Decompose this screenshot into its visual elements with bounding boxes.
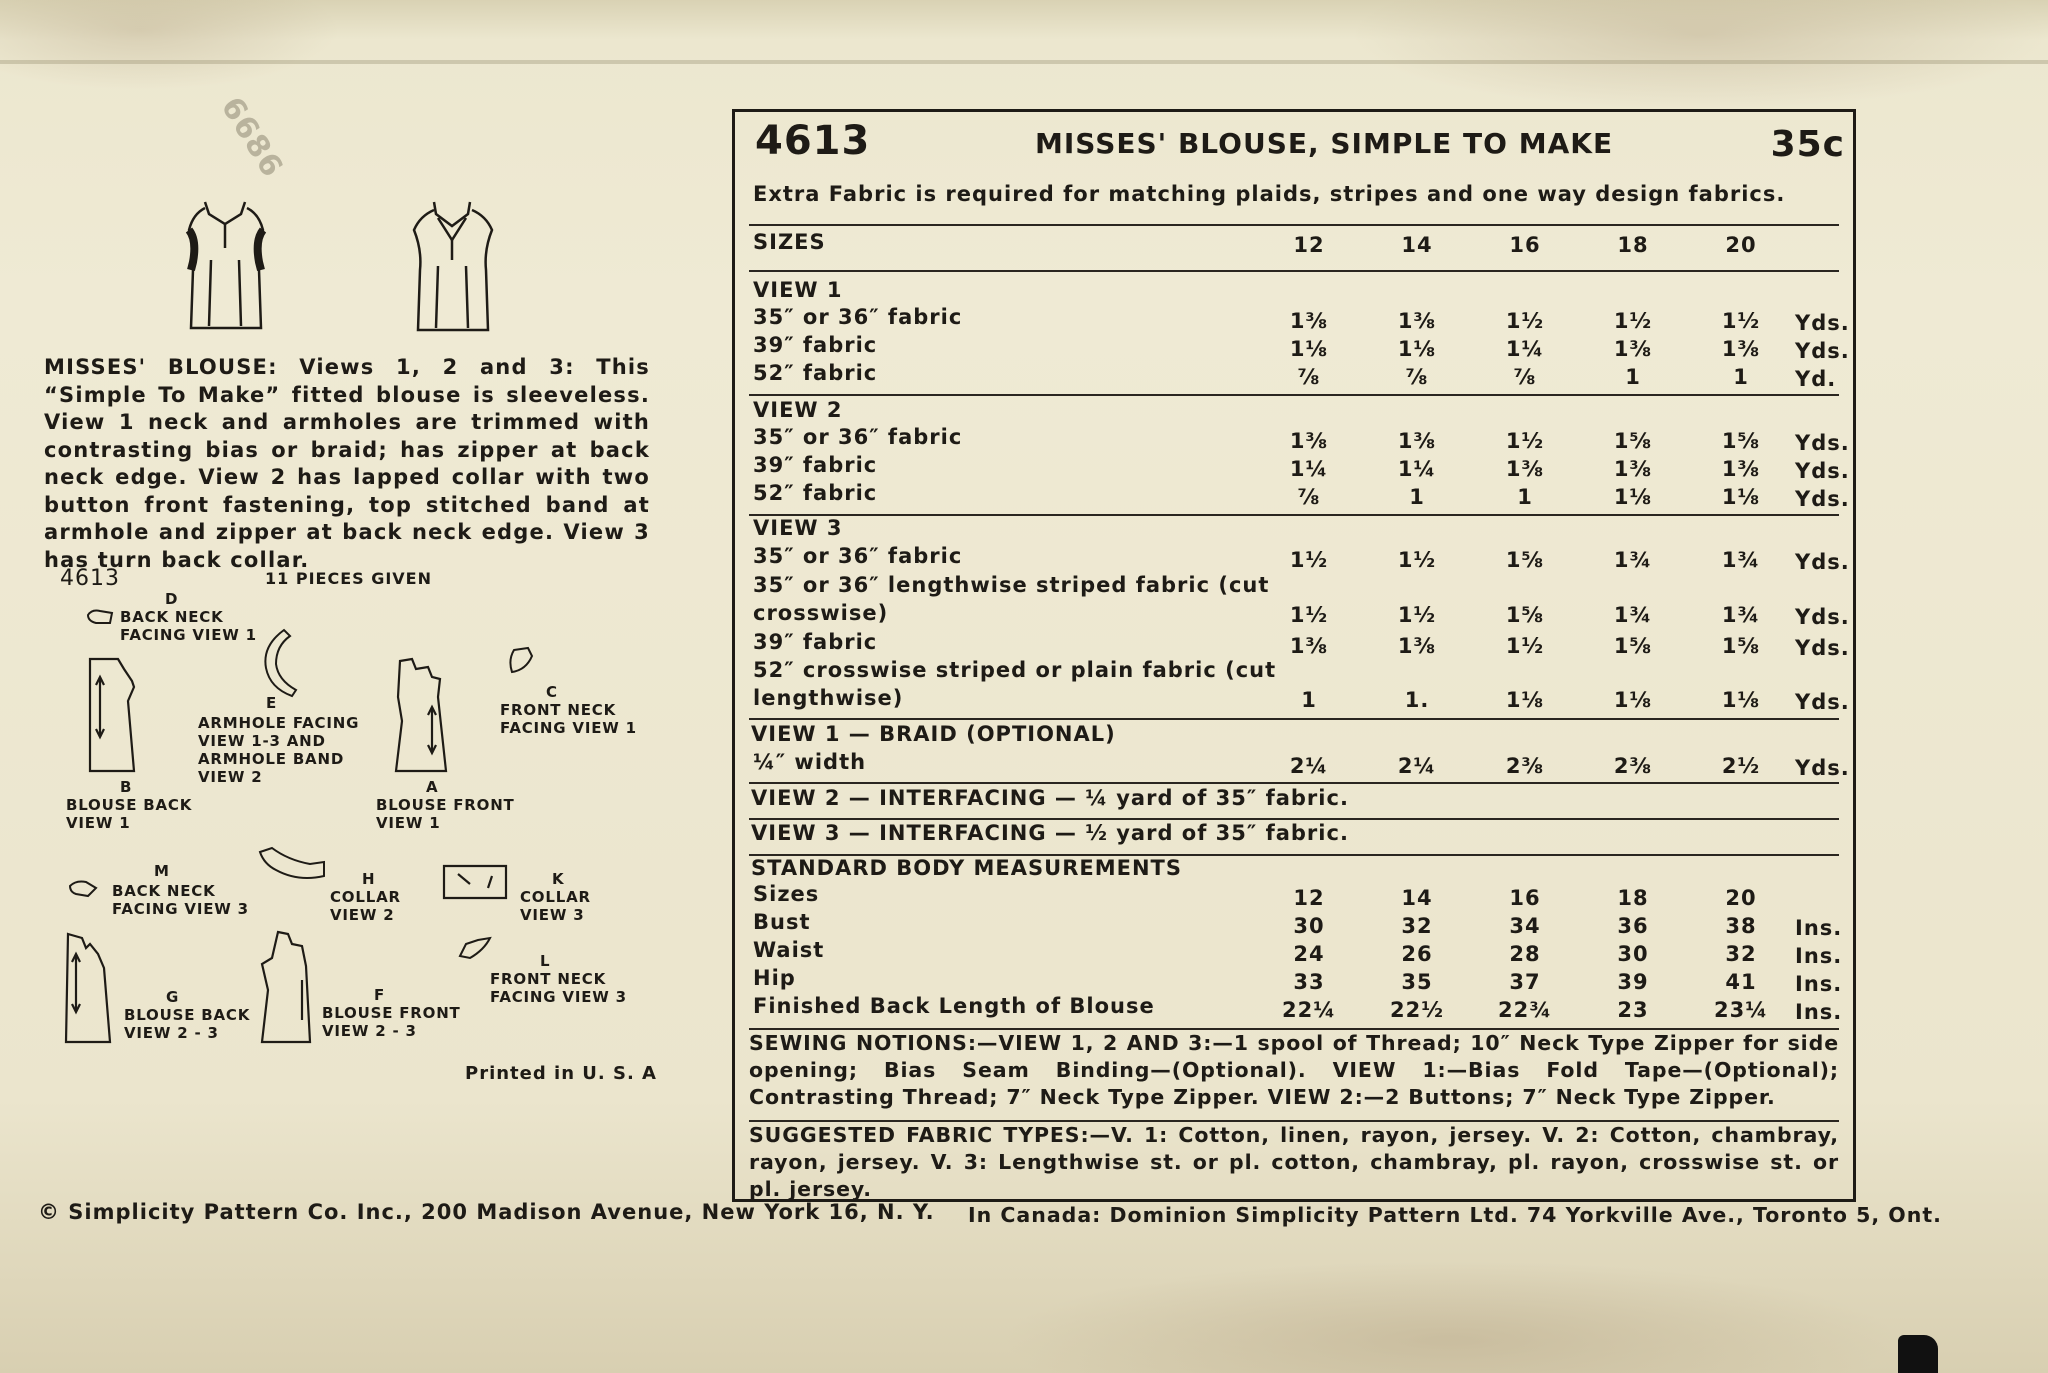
view1-row3-value: 1 <box>1625 365 1641 389</box>
price: 35c <box>1770 124 1845 165</box>
view2-row3-value: ⅞ <box>1297 485 1321 509</box>
size-16: 16 <box>1509 233 1541 257</box>
piece-k-desc <box>520 888 591 924</box>
piece-e-letter-text: E <box>266 694 278 712</box>
piece-g-shape <box>64 932 114 1044</box>
view2-row2-value: 1⅜ <box>1505 457 1545 481</box>
view2-row1-value: 1⅜ <box>1397 429 1437 453</box>
view3-header: VIEW 3 <box>753 516 843 540</box>
view2-row2-value: 1⅜ <box>1613 457 1653 481</box>
piece-d-shape <box>86 607 114 627</box>
view2-row1-unit: Yds. <box>1795 431 1850 455</box>
printed-in-usa: Printed in U. S. A <box>465 1063 657 1084</box>
piece-m-letter <box>154 862 170 880</box>
piece-m-shape <box>68 878 98 900</box>
view1-row2-value: 1⅛ <box>1397 337 1437 361</box>
view2-row3-label: 52″ fabric <box>753 481 878 505</box>
view3-row2-value: 1½ <box>1289 603 1329 627</box>
view3-row1-unit: Yds. <box>1795 550 1850 574</box>
view2-row3-value: 1 <box>1409 485 1425 509</box>
water-stain <box>1350 0 2048 110</box>
piece-d-label <box>165 590 178 608</box>
copyright-line: © Simplicity Pattern Co. Inc., 200 Madison Avenue, New York 16, N. Y. <box>38 1200 935 1224</box>
rule <box>749 782 1839 784</box>
body-hip-unit: Ins. <box>1795 972 1843 996</box>
view1-row3-value: ⅞ <box>1297 365 1321 389</box>
view3-row4-label-a: 52″ crosswise striped or plain fabric (cut <box>753 658 1277 682</box>
braid-row-value: 2⅜ <box>1613 754 1653 778</box>
view3-row3-unit: Yds. <box>1795 636 1850 660</box>
view3-row2-value: 1¾ <box>1721 603 1761 627</box>
piece-h-text: COLLAR VIEW 2 <box>330 888 401 924</box>
view1-row3-value: ⅞ <box>1405 365 1429 389</box>
piece-b-letter-text: B <box>120 778 133 796</box>
body-bust-value: 32 <box>1401 914 1433 938</box>
view3-row3-label: 39″ fabric <box>753 630 878 654</box>
piece-a-shape <box>392 657 450 775</box>
size-20: 20 <box>1725 233 1757 257</box>
piece-k-letter <box>552 870 564 888</box>
view1-row2-label: 39″ fabric <box>753 333 878 357</box>
stamp-number: 6686 <box>213 91 290 184</box>
view2-row2-unit: Yds. <box>1795 459 1850 483</box>
piece-h-letter-text: H <box>362 870 376 888</box>
piece-f-text: BLOUSE FRONT VIEW 2 - 3 <box>322 1004 461 1040</box>
view3-row1-value: 1½ <box>1289 548 1329 572</box>
view3-row4-unit: Yds. <box>1795 690 1850 714</box>
rule <box>749 818 1839 820</box>
view1-row1-value: 1½ <box>1505 309 1545 333</box>
braid-row-unit: Yds. <box>1795 756 1850 780</box>
piece-l-shape <box>458 936 494 962</box>
body-bust-value: 30 <box>1293 914 1325 938</box>
body-waist-label: Waist <box>753 938 825 962</box>
sizes-header: SIZES <box>753 230 826 254</box>
body-waist-value: 30 <box>1617 942 1649 966</box>
view3-row3-value: 1⅝ <box>1721 634 1761 658</box>
body-length-label: Finished Back Length of Blouse <box>753 994 1155 1018</box>
view1-row2-value: 1⅜ <box>1721 337 1761 361</box>
view2-row1-label: 35″ or 36″ fabric <box>753 425 963 449</box>
body-length-value: 22¾ <box>1498 998 1552 1022</box>
piece-m-text: BACK NECK FACING VIEW 3 <box>112 882 249 918</box>
canada-address: In Canada: Dominion Simplicity Pattern Ltd. 74 Yorkville Ave., Toronto 5, Ont. <box>968 1203 1942 1227</box>
piece-b-letter <box>120 778 132 796</box>
view1-row1-value: 1½ <box>1721 309 1761 333</box>
braid-header: VIEW 1 — BRAID (OPTIONAL) <box>751 722 1116 746</box>
pattern-description: MISSES' BLOUSE: Views 1, 2 and 3: This “Simple To Make” fitted blouse is sleeveless. View 1 neck and armholes are trimmed with contrasting bias or braid; has zipper at back neck edge. View 2 has lapped collar with two button front fastening, top stitched band at armhole and zipper at back neck edge. View 3 has turn back collar. <box>44 355 650 572</box>
view1-row3-value: 1 <box>1733 365 1749 389</box>
pattern-number-small: 4613 <box>60 566 120 591</box>
view3-row2-unit: Yds. <box>1795 605 1850 629</box>
view3-row4-value: 1 <box>1301 688 1317 712</box>
view2-row2-value: 1¼ <box>1397 457 1437 481</box>
piece-b-shape <box>88 657 138 775</box>
suggested-fabrics <box>749 1122 1839 1203</box>
view2-row3-value: 1⅛ <box>1721 485 1761 509</box>
body-sizes-value: 16 <box>1509 886 1541 910</box>
view3-row4-value: 1⅛ <box>1505 688 1545 712</box>
interfacing-view3: VIEW 3 — INTERFACING — ½ yard of 35″ fabric. <box>751 821 1349 845</box>
view3-row2-label-a: 35″ or 36″ lengthwise striped fabric (cut <box>753 573 1270 597</box>
view2-row1-value: 1⅝ <box>1721 429 1761 453</box>
body-hip-value: 35 <box>1401 970 1433 994</box>
piece-b-text: BLOUSE BACK VIEW 1 <box>66 796 193 832</box>
view1-row3-unit: Yd. <box>1795 367 1837 391</box>
braid-row-value: 2⅜ <box>1505 754 1545 778</box>
view1-header: VIEW 1 <box>753 278 843 302</box>
piece-a-letter-text: A <box>426 778 439 796</box>
piece-e-desc <box>198 714 359 786</box>
body-sizes-value: 14 <box>1401 886 1433 910</box>
body-header: STANDARD BODY MEASUREMENTS <box>751 856 1182 880</box>
piece-a-letter <box>426 778 438 796</box>
view3-row1-label: 35″ or 36″ fabric <box>753 544 963 568</box>
body-bust-unit: Ins. <box>1795 916 1843 940</box>
body-length-value: 23 <box>1617 998 1649 1022</box>
piece-l-letter <box>540 952 550 970</box>
piece-c-desc <box>500 701 637 737</box>
body-hip-value: 37 <box>1509 970 1541 994</box>
yardage-table <box>732 109 1856 1202</box>
pattern-number: 4613 <box>755 118 871 164</box>
view3-row2-value: 1¾ <box>1613 603 1653 627</box>
rule <box>749 514 1839 516</box>
piece-a-text: BLOUSE FRONT VIEW 1 <box>376 796 515 832</box>
view3-row3-value: 1⅜ <box>1397 634 1437 658</box>
view1-row1-unit: Yds. <box>1795 311 1850 335</box>
piece-c-shape <box>506 646 536 676</box>
body-hip-label: Hip <box>753 966 796 990</box>
view3-row4-value: 1⅛ <box>1613 688 1653 712</box>
body-sizes-label: Sizes <box>753 882 820 906</box>
piece-d-letter: D <box>165 590 179 608</box>
piece-e-shape <box>260 628 300 698</box>
piece-f-letter-text: F <box>374 986 386 1004</box>
piece-l-desc <box>490 970 627 1006</box>
piece-m-desc <box>112 882 249 918</box>
piece-g-letter <box>166 988 179 1006</box>
body-sizes-value: 12 <box>1293 886 1325 910</box>
blouse-view-front-sketch <box>175 200 275 335</box>
piece-a-desc <box>376 796 515 832</box>
body-sizes-value: 20 <box>1725 886 1757 910</box>
interfacing-view2: VIEW 2 — INTERFACING — ¼ yard of 35″ fabric. <box>751 786 1349 810</box>
view1-row1-value: 1⅜ <box>1397 309 1437 333</box>
view2-row1-value: 1⅝ <box>1613 429 1653 453</box>
piece-b-desc <box>66 796 192 832</box>
view3-row1-value: 1¾ <box>1721 548 1761 572</box>
view3-row1-value: 1½ <box>1397 548 1437 572</box>
piece-l-letter-text: L <box>540 952 551 970</box>
sewing-notions <box>749 1030 1839 1111</box>
piece-c-text: FRONT NECK FACING VIEW 1 <box>500 701 637 737</box>
piece-h-shape <box>258 846 328 886</box>
view1-row2-value: 1⅜ <box>1613 337 1653 361</box>
view1-row2-unit: Yds. <box>1795 339 1850 363</box>
piece-l-text: FRONT NECK FACING VIEW 3 <box>490 970 627 1006</box>
view1-row1-value: 1½ <box>1613 309 1653 333</box>
braid-row-value: 2½ <box>1721 754 1761 778</box>
view1-row3-value: ⅞ <box>1513 365 1537 389</box>
view3-row3-value: 1⅝ <box>1613 634 1653 658</box>
piece-c-letter <box>546 683 558 701</box>
view1-row1-value: 1⅜ <box>1289 309 1329 333</box>
piece-d-text: BACK NECK FACING VIEW 1 <box>120 608 257 644</box>
piece-h-desc <box>330 888 401 924</box>
torn-corner <box>1898 1335 1938 1373</box>
view1-row1-label: 35″ or 36″ fabric <box>753 305 963 329</box>
size-18: 18 <box>1617 233 1649 257</box>
piece-k-letter-text: K <box>552 870 565 888</box>
body-length-unit: Ins. <box>1795 1000 1843 1024</box>
braid-row-label: ¼″ width <box>753 750 867 774</box>
body-sizes-value: 18 <box>1617 886 1649 910</box>
view2-row2-label: 39″ fabric <box>753 453 878 477</box>
body-hip-value: 33 <box>1293 970 1325 994</box>
view1-row2-value: 1⅛ <box>1289 337 1329 361</box>
piece-k-text: COLLAR VIEW 3 <box>520 888 591 924</box>
blouse-view-back-sketch <box>402 200 502 335</box>
view1-row3-label: 52″ fabric <box>753 361 878 385</box>
piece-m-letter-text: M <box>154 862 170 880</box>
body-waist-value: 26 <box>1401 942 1433 966</box>
piece-g-desc <box>124 1006 250 1042</box>
piece-f-letter <box>374 986 385 1004</box>
piece-f-shape <box>258 930 314 1046</box>
piece-g-text: BLOUSE BACK VIEW 2 - 3 <box>124 1006 251 1042</box>
body-waist-value: 32 <box>1725 942 1757 966</box>
body-hip-value: 41 <box>1725 970 1757 994</box>
piece-e-text: ARMHOLE FACING VIEW 1-3 AND ARMHOLE BAND VIEW 2 <box>198 714 360 786</box>
braid-row-value: 2¼ <box>1289 754 1329 778</box>
piece-h-letter <box>362 870 375 888</box>
view3-row4-label-b: lengthwise) <box>753 686 904 710</box>
view2-header: VIEW 2 <box>753 398 843 422</box>
piece-e-letter <box>266 694 277 712</box>
rule <box>749 718 1839 720</box>
piece-c-letter-text: C <box>546 683 558 701</box>
body-length-value: 22¼ <box>1282 998 1336 1022</box>
view3-row2-value: 1½ <box>1397 603 1437 627</box>
body-bust-value: 34 <box>1509 914 1541 938</box>
body-waist-value: 24 <box>1293 942 1325 966</box>
body-bust-value: 36 <box>1617 914 1649 938</box>
body-bust-value: 38 <box>1725 914 1757 938</box>
size-14: 14 <box>1401 233 1433 257</box>
suggested-fabrics-text: SUGGESTED FABRIC TYPES:—V. 1: Cotton, linen, rayon, jersey. V. 2: Cotton, chambray, rayon, jersey. V. 3: Lengthwise st. or pl. cotton, chambray, pl. rayon, crosswise st. or pl. jersey. <box>749 1123 1839 1201</box>
view3-row4-value: 1⅛ <box>1721 688 1761 712</box>
view3-row3-value: 1½ <box>1505 634 1545 658</box>
view3-row4-value: 1. <box>1404 688 1430 712</box>
table-title: MISSES' BLOUSE, SIMPLE TO MAKE <box>1035 127 1614 160</box>
pieces-given: 11 PIECES GIVEN <box>265 569 432 588</box>
piece-g-letter-text: G <box>166 988 180 1006</box>
view1-row2-value: 1¼ <box>1505 337 1545 361</box>
view3-row3-value: 1⅜ <box>1289 634 1329 658</box>
rule <box>749 270 1839 272</box>
view2-row3-value: 1 <box>1517 485 1533 509</box>
body-length-value: 22½ <box>1390 998 1444 1022</box>
body-hip-value: 39 <box>1617 970 1649 994</box>
body-bust-label: Bust <box>753 910 811 934</box>
view3-row2-value: 1⅝ <box>1505 603 1545 627</box>
water-stain <box>1000 1260 1900 1373</box>
view2-row1-value: 1⅜ <box>1289 429 1329 453</box>
sewing-notions-text: SEWING NOTIONS:—VIEW 1, 2 AND 3:—1 spool of Thread; 10″ Neck Type Zipper for side opening; Bias Seam Binding—(Optional). VIEW 1:—Bias Fold Tape—(Optional); Contrasting Thread; 7″ Neck Type Zipper. VIEW 2:—2 Buttons; 7″ Neck Type Zipper. <box>749 1031 1839 1109</box>
view2-row1-value: 1½ <box>1505 429 1545 453</box>
view2-row2-value: 1¼ <box>1289 457 1329 481</box>
view3-row1-value: 1¾ <box>1613 548 1653 572</box>
extra-fabric-note: Extra Fabric is required for matching plaids, stripes and one way design fabrics. <box>753 182 1786 206</box>
rule <box>749 394 1839 396</box>
piece-f-desc <box>322 1004 461 1040</box>
piece-k-shape <box>442 864 508 900</box>
view2-row3-value: 1⅛ <box>1613 485 1653 509</box>
body-waist-value: 28 <box>1509 942 1541 966</box>
body-length-value: 23¼ <box>1714 998 1768 1022</box>
piece-d-desc <box>120 608 257 644</box>
size-12: 12 <box>1293 233 1325 257</box>
view3-row2-label-b: crosswise) <box>753 601 889 625</box>
view3-row1-value: 1⅝ <box>1505 548 1545 572</box>
view2-row3-unit: Yds. <box>1795 487 1850 511</box>
body-waist-unit: Ins. <box>1795 944 1843 968</box>
braid-row-value: 2¼ <box>1397 754 1437 778</box>
rule <box>749 224 1839 226</box>
view2-row2-value: 1⅜ <box>1721 457 1761 481</box>
